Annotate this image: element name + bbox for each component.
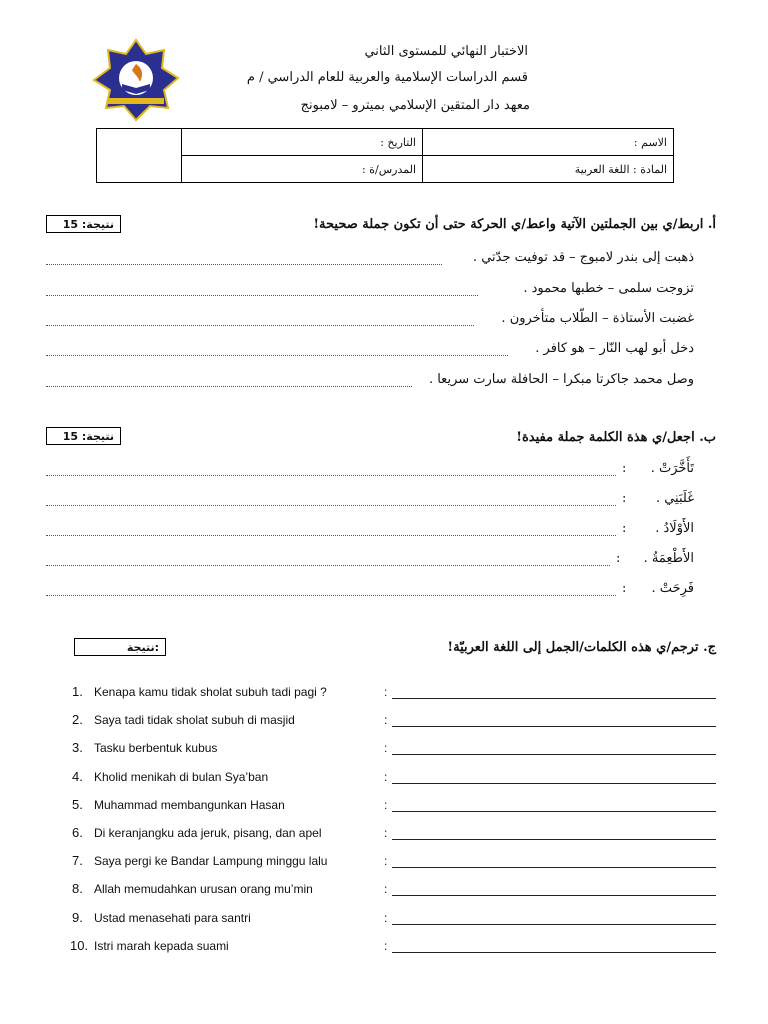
- question-number: 8.: [72, 881, 83, 897]
- section-a-item: وصل محمد جاكرتا مبكرا – الحافلة سارت سريعا .: [428, 372, 694, 387]
- colon: :: [622, 521, 627, 536]
- colon: :: [616, 551, 621, 566]
- sentence-to-translate: Ustad menasehati para santri: [94, 910, 251, 925]
- section-a-score-box: نتيجة: 15: [46, 215, 121, 233]
- answer-dots[interactable]: [46, 264, 442, 265]
- answer-line[interactable]: [392, 811, 716, 812]
- colon: :: [384, 713, 388, 728]
- answer-line[interactable]: [392, 754, 716, 755]
- question-number: 1.: [72, 684, 83, 699]
- answer-dots[interactable]: [46, 505, 616, 506]
- section-b-title: ب. اجعل/ي هذة الكلمة جملة مفيدة!: [516, 430, 716, 445]
- colon: :: [384, 685, 388, 699]
- answer-dots[interactable]: [46, 386, 412, 387]
- department-line: قسم الدراسات الإسلامية والعربية للعام الدراسي / م: [246, 70, 528, 85]
- section-a-item: دخل أبو لهب النّار – هو كافر .: [535, 341, 694, 356]
- sentence-to-translate: Istri marah kepada suami: [94, 938, 229, 953]
- answer-dots[interactable]: [46, 565, 610, 566]
- colon: :: [384, 854, 388, 869]
- question-number: 10.: [70, 937, 89, 953]
- question-number: 4.: [72, 768, 83, 784]
- sentence-to-translate: Saya tadi tidak sholat subuh di masjid: [94, 713, 295, 728]
- section-b-item: غَلَبَنِي .: [655, 491, 694, 506]
- question-number: 6.: [72, 825, 83, 840]
- section-b-item: الأَوْلَادُ .: [655, 521, 694, 536]
- name-field: الاسم :: [423, 129, 674, 156]
- answer-dots[interactable]: [46, 295, 478, 296]
- section-b-score-box: نتيجة: 15: [46, 427, 121, 445]
- section-c-score-box: نتيجة:: [74, 638, 166, 656]
- colon: :: [384, 910, 388, 925]
- answer-line[interactable]: [392, 839, 716, 840]
- section-a-item: غضبت الأستاذة – الطّلاب متأخرون .: [501, 311, 694, 326]
- section-a-item: تزوجت سلمى – خطبها محمود .: [523, 281, 694, 296]
- colon: :: [384, 826, 388, 840]
- teacher-field: المدرس/ة :: [182, 156, 423, 183]
- question-number: 9.: [72, 909, 83, 925]
- colon: :: [384, 741, 388, 756]
- section-a-title: أ. اربط/ي بين الجملتين الآتية واعط/ي الحركة حتى أن تكون جملة صحيحة!: [313, 217, 716, 232]
- colon: :: [622, 491, 627, 506]
- answer-line[interactable]: [392, 952, 716, 953]
- exam-title: الاختبار النهائي للمستوى الثاني: [364, 44, 528, 59]
- student-info-table: [96, 128, 674, 183]
- section-b-item: الأَطْعِمَةُ .: [643, 551, 694, 566]
- section-b-item: فَرِحَتْ .: [651, 581, 694, 596]
- answer-line[interactable]: [392, 783, 716, 784]
- colon: :: [384, 769, 388, 784]
- sentence-to-translate: Kenapa kamu tidak sholat subuh tadi pagi ?: [94, 685, 327, 699]
- school-logo: [88, 38, 184, 124]
- question-number: 7.: [72, 853, 83, 869]
- answer-dots[interactable]: [46, 325, 474, 326]
- sentence-to-translate: Allah memudahkan urusan orang mu’min: [94, 882, 313, 897]
- colon: :: [384, 882, 388, 897]
- answer-dots[interactable]: [46, 595, 616, 596]
- colon: :: [622, 581, 627, 596]
- school-name: معهد دار المتقين الإسلامي بميترو – لامبونج: [300, 98, 530, 113]
- answer-dots[interactable]: [46, 475, 616, 476]
- question-number: 5.: [72, 796, 83, 812]
- sentence-to-translate: Kholid menikah di bulan Sya’ban: [94, 769, 269, 784]
- colon: :: [622, 461, 627, 476]
- sentence-to-translate: Saya pergi ke Bandar Lampung minggu lalu: [94, 854, 328, 869]
- section-a-item: ذهبت إلى بندر لامبوج – قد توفيت جدّتي .: [472, 250, 694, 265]
- answer-line[interactable]: [392, 895, 716, 896]
- section-b-item: تَأَخَّرَتْ .: [650, 461, 694, 476]
- colon: :: [384, 938, 388, 953]
- answer-line[interactable]: [392, 867, 716, 868]
- sentence-to-translate: Tasku berbentuk kubus: [94, 741, 218, 756]
- answer-dots[interactable]: [46, 355, 508, 356]
- date-field: التاريخ :: [182, 129, 423, 156]
- answer-dots[interactable]: [46, 535, 616, 536]
- question-number: 3.: [72, 740, 83, 756]
- sentence-to-translate: Di keranjangku ada jeruk, pisang, dan apel: [94, 826, 322, 840]
- subject-field: المادة : اللغة العربية: [423, 156, 674, 183]
- question-number: 2.: [72, 712, 83, 728]
- answer-line[interactable]: [392, 698, 716, 699]
- answer-line[interactable]: [392, 924, 716, 925]
- answer-line[interactable]: [392, 726, 716, 727]
- section-c-title: ج. ترجم/ي هذه الكلمات/الجمل إلى اللغة العربيّة!: [447, 640, 716, 655]
- sentence-to-translate: Muhammad membangunkan Hasan: [94, 797, 285, 812]
- colon: :: [384, 797, 388, 812]
- score-cell: [97, 129, 182, 183]
